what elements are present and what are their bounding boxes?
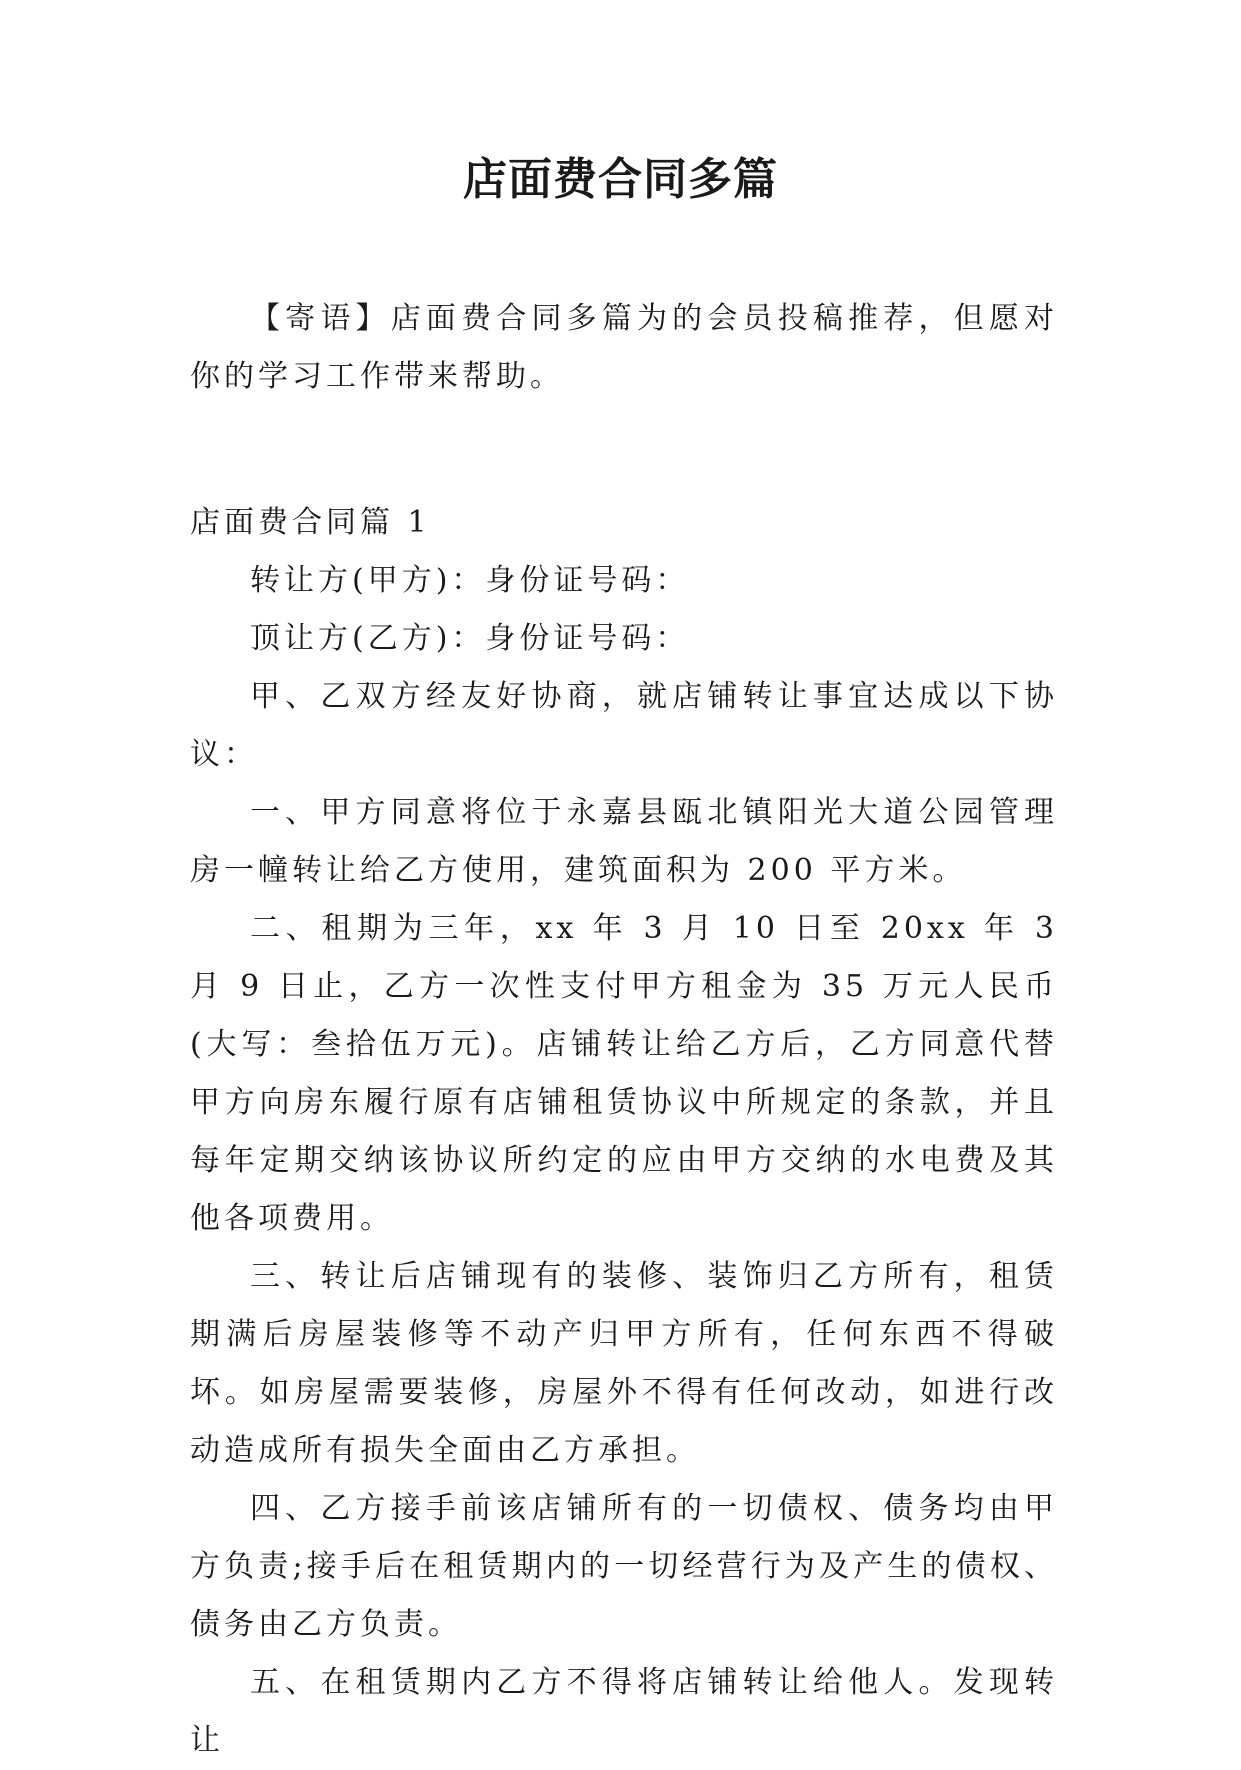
paragraph-transferee: 顶让方(乙方)：身份证号码： [250, 621, 690, 656]
paragraph-clause-1: 一、甲方同意将位于永嘉县瓯北镇阳光大道公园管理房一幢转让给乙方使用，建筑面积为 200 平方米。 [190, 795, 1058, 888]
document-body [190, 290, 1058, 1770]
paragraph-agreement-intro: 甲、乙双方经友好协商，就店铺转让事宜达成以下协议： [190, 679, 1058, 772]
section-heading: 店面费合同篇 1 [190, 505, 431, 540]
document-title: 店面费合同多篇 [463, 154, 778, 205]
paragraph-clause-3: 三、转让后店铺现有的装修、装饰归乙方所有，租赁期满后房屋装修等不动产归甲方所有，任何东西不得破坏。如房屋需要装修，房屋外不得有任何改动，如进行改动造成所有损失全面由乙方承担。 [190, 1259, 1058, 1468]
paragraph-clause-4: 四、乙方接手前该店铺所有的一切债权、债务均由甲方负责;接手后在租赁期内的一切经营行为及产生的债权、债务由乙方负责。 [190, 1491, 1058, 1642]
paragraph-clause-5: 五、在租赁期内乙方不得将店铺转让给他人。发现转让 [190, 1665, 1058, 1758]
spacer [190, 406, 1058, 494]
paragraph-transferor: 转让方(甲方)：身份证号码： [250, 563, 690, 598]
paragraph-clause-2: 二、租期为三年，xx 年 3 月 10 日至 20xx 年 3 月 9 日止，乙方一次性支付甲方租金为 35 万元人民币(大写：叁拾伍万元)。店铺转让给乙方后，乙方同意代替甲方向房东履行原有店铺租赁协议中所规定的条款，并且每年定期交纳该协议所约定的应由甲方交纳的水电费及其他各项费用。 [190, 911, 1058, 1236]
intro-paragraph: 【寄语】店面费合同多篇为的会员投稿推荐，但愿对你的学习工作带来帮助。 [190, 301, 1058, 394]
